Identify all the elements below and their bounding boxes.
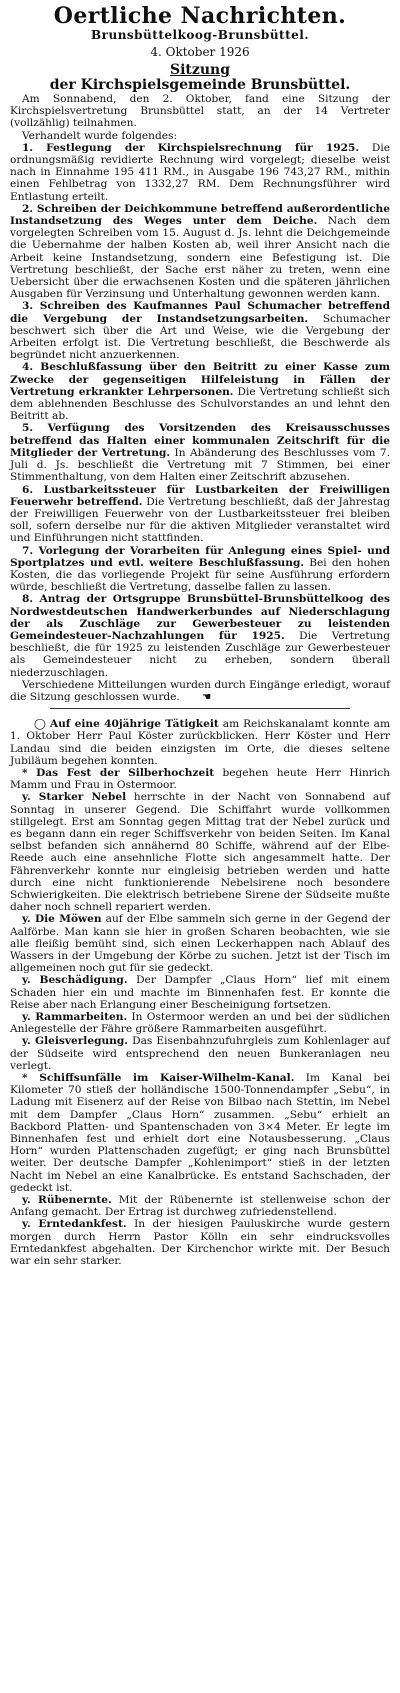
- agenda-item-body: Schumacher beschwert sich über die Art und Weise, wie die Vergebung der Arbeiten erfolgt ist. Die Vertretung beschließt, die Beschwerde als begründet nicht anzuerkennen.: [10, 312, 391, 362]
- agenda-item-title: 6. Lustbarkeitssteuer für Lustbarkeiten der Freiwilligen Feuerwehr betreffend.: [10, 483, 390, 508]
- news-item: [10, 974, 390, 1011]
- agenda-item-body: Nach dem vorgelegten Schreiben vom 15. August d. Js. lehnt die Deichgemeinde die Uebernahme der halben Kosten ab, weil ihrer Ansicht nach die Arbeit keine Instandsetzung, sondern eine Befestigung ist. Die Vertretung beschließt, der Sache erst näher zu treten, wenn eine Uebersicht über die erwachsenen Kosten und die späteren jährlichen Ausgaben für Verzinsung und Unterhaltung gewonnen werden kann.: [10, 215, 391, 301]
- agenda-item: [10, 361, 390, 422]
- news-item: [10, 718, 390, 767]
- agenda-item-title: 4. Beschlußfassung über den Beitritt zu einer Kasse zum Zwecke der gegenseitigen Hilfeleistung in Fällen der Vertretung erkrankter Lehrpersonen.: [10, 361, 390, 398]
- section-divider: [50, 708, 350, 710]
- news-item-title: y. Starker Nebel: [22, 791, 127, 804]
- news-item-title: Auf eine 40jährige Tätigkeit: [49, 718, 219, 731]
- article-intro-2: Verhandelt wurde folgendes:: [22, 129, 178, 142]
- agenda-item: [10, 593, 390, 678]
- agenda-list: [10, 142, 390, 679]
- news-item-body: Im Kanal bei Kilometer 70 stieß der holländische 1500-Tonnendampfer „Sebu“, in Ladung mit Eisenerz auf der Reise von Bilbao nach Stettin, im Nebel mit dem Dampfer „Claus Horn“ zusammen. „Sebu“ erhielt an Backbord Platten- und Spantenschaden von 3×4 Meter. Er legte im Binnenhafen fest und erhielt dort eine Notausbesserung. „Claus Horn“ wurden Plattenschaden zugefügt; er ging nach Brunsbüttel weiter. Der deutsche Dampfer „Kohlenimport“ stieß in der letzten Nacht im Nebel an eine Kanalbrücke. Es entstand Sachschaden, der gedeckt ist.: [10, 1072, 390, 1194]
- agenda-item-body: Die Vertretung beschließt, daß der Jahrestag der Freiwilligen Feuerwehr von der Lustbarkeitssteuer frei bleiben soll, sofern derselbe nur für die aktiven Mitglieder veranstaltet wird und Einführungen nicht stattfinden.: [10, 495, 390, 545]
- agenda-item-title: 5. Verfügung des Vorsitzenden des Kreisausschusses betreffend das Halten einer kommunalen Zeitschrift für die Mitglieder der Vertretung.: [10, 422, 390, 459]
- news-item-title: y. Erntedankfest.: [22, 1218, 127, 1231]
- news-item-body: In der hiesigen Pauluskirche wurde gestern morgen durch Herrn Pastor Kölln ein sehr eindrucksvolles Erntedankfest abgehalten. Der Kirchenchor wirkte mit. Der Besuch war ein sehr starker.: [10, 1218, 390, 1268]
- agenda-item: [10, 545, 390, 594]
- agenda-item: [10, 203, 390, 301]
- article-closing: Verschiedene Mitteilungen wurden durch Eingänge erledigt, worauf die Sitzung geschlossen wurde. ☚: [10, 678, 390, 703]
- news-item: [10, 1218, 390, 1267]
- news-item-body: Der Dampfer „Claus Horn“ lief mit einem Schaden hier ein und machte im Binnenhafen fest. Er konnte die Reise aber nach Erlangung einer Bescheinigung fortsetzen.: [10, 974, 390, 1011]
- agenda-item-body: Die Vertretung beschließt, die für 1925 zu leistenden Zuschläge zur Gewerbesteuer als Gemeindesteuer nicht zu erheben, sondern überall niederzuschlagen.: [10, 629, 390, 679]
- end-mark-icon: ☚: [201, 690, 212, 703]
- circle-bullet-icon: ◯: [34, 718, 46, 731]
- section-subtitle: Brunsbüttelkoog-Brunsbüttel.: [91, 28, 309, 42]
- agenda-item-title: 2. Schreiben der Deichkommune betreffend außerordentliche Instandsetzung des Weges unter dem Deiche.: [10, 202, 390, 228]
- agenda-item-body: In Abänderung des Beschlusses vom 7. Juli d. Js. beschließt die Vertretung mit 7 Stimmen, bei einer Stimmenthaltung, von dem Halten einer Zeitschrift abzusehen.: [10, 446, 390, 484]
- news-item-title: y. Gleisverlegung.: [22, 1035, 128, 1048]
- masthead: Oertliche Nachrichten.: [53, 3, 347, 29]
- agenda-item: [10, 142, 390, 203]
- issue-date: 4. Oktober 1926: [150, 45, 250, 59]
- news-list: [10, 718, 390, 1267]
- article-heading: Sitzung: [170, 62, 230, 78]
- news-item-body: Mit der Rübenernte ist stellenweise schon der Anfang gemacht. Der Ertrag ist durchweg zufriedenstellend.: [10, 1194, 390, 1219]
- news-item-body: In Ostermoor werden an und bei der südlichen Anlegestelle der Fähre größere Rammarbeiten ausgeführt.: [10, 1011, 391, 1036]
- news-item-body: herrschte in der Nacht von Sonnabend auf Sonntag in unserer Gegend. Die Schiffahrt wurde vollkommen stillgelegt. Erst am Sonntag gegen Mittag trat der Nebel zurück und es begann dann ein reger Schiffsverkehr von beiden Seiten. Im Kanal selbst befanden sich annähernd 80 Schiffe, während auf der Elbe-Reede auch eine ansehnliche Flotte sich angesammelt hatte. Der Fährenverkehr konnte nur eingleisig betrieben werden und hatte durch eine nicht funktionierende Nebelsirene noch besondere Schwierigkeiten. Die elektrisch betriebene Sirene der Südseite mußte daher noch schnell repariert werden.: [10, 791, 390, 914]
- agenda-item-title: 1. Festlegung der Kirchspielsrechnung für 1925.: [22, 141, 360, 154]
- agenda-item-title: 7. Vorlegung der Vorarbeiten für Anlegung eines Spiel- und Sportplatzes und evtl. weitere Beschlußfassung.: [10, 544, 390, 569]
- news-item: [10, 1194, 390, 1218]
- agenda-item: [10, 484, 390, 545]
- news-item-body: am Reichskanalamt konnte am 1. Oktober Herr Paul Köster zurückblicken. Herr Köster und Herr Landau sind die beiden einzigsten im Orte, die dieses seltene Jubiläum begehen konnten.: [10, 718, 390, 767]
- news-item-body: auf der Elbe sammeln sich gerne in der Gegend der Aalförbe. Man kann sie hier in großen Scharen beobachten, wie sie alle fleißig bemüht sind, sich einen Leckerhappen nach Ablauf des Wassers in der Umgebung der Körbe zu suchen. Jetzt ist der Tisch im allgemeinen noch gut für sie gedeckt.: [10, 913, 391, 975]
- news-item-title: y. Rammarbeiten.: [22, 1011, 128, 1024]
- news-item-body: begehen heute Herr Hinrich Mamm und Frau in Ostermoor.: [10, 766, 390, 792]
- news-item: [10, 791, 390, 913]
- agenda-item-body: Die ordnungsmäßig revidierte Rechnung wird vorgelegt; dieselbe weist nach in Einnahme 195 411 RM., in Ausgabe 196 743,27 RM., mithin einen Fehlbetrag von 1332,27 RM. Dem Rechnungsführer wird Entlastung erteilt.: [10, 141, 390, 203]
- news-item-title: y. Rübenernte.: [22, 1194, 112, 1207]
- agenda-item-body: Bei den hohen Kosten, die das vorliegende Projekt für seine Ausführung erfordern würde, beschließt die Vertretung, dasselbe fallen zu lassen.: [10, 556, 390, 594]
- article-subheading: der Kirchspielsgemeinde Brunsbüttel.: [49, 77, 351, 93]
- agenda-item: [10, 422, 390, 483]
- news-item: [10, 1011, 390, 1035]
- news-item: [10, 913, 390, 974]
- news-item: [10, 1072, 390, 1194]
- agenda-item-body: Die Vertretung schließt sich dem ablehnenden Beschlusse des Schulvorstandes an und lehnt den Beitritt ab.: [10, 385, 391, 423]
- article-intro: Am Sonnabend, den 2. Oktober, fand eine Sitzung der Kirchspielsvertretung Brunsbüttel statt, an der 14 Vertreter (vollzählig) teilnahmen.: [10, 93, 390, 130]
- news-item-title: y. Beschädigung.: [22, 974, 128, 987]
- news-item-title: * Schiffsunfälle im Kaiser-Wilhelm-Kanal.: [22, 1072, 295, 1085]
- news-item: [10, 1035, 390, 1072]
- news-item-title: * Das Fest der Silberhochzeit: [22, 766, 215, 779]
- news-item-body: Das Eisenbahnzufuhrgleis zum Kohlenlager auf der Südseite wird entsprechend den neuen Bunkeranlagen neu verlegt.: [10, 1035, 390, 1072]
- agenda-item: [10, 300, 390, 361]
- news-item-title: y. Die Möwen: [22, 913, 102, 926]
- news-item: [10, 767, 390, 791]
- agenda-item-title: 3. Schreiben des Kaufmannes Paul Schumacher betreffend die Vergebung der Instandsetzungsarbeiten.: [10, 300, 390, 325]
- agenda-item-title: 8. Antrag der Ortsgruppe Brunsbüttel-Brunsbüttelkoog des Nordwestdeutschen Handwerkerbundes auf Niederschlagung der als Zuschläge zur Gewerbesteuer zu leistenden Gemeindesteuer-Nachzahlungen für 1925.: [10, 593, 390, 642]
